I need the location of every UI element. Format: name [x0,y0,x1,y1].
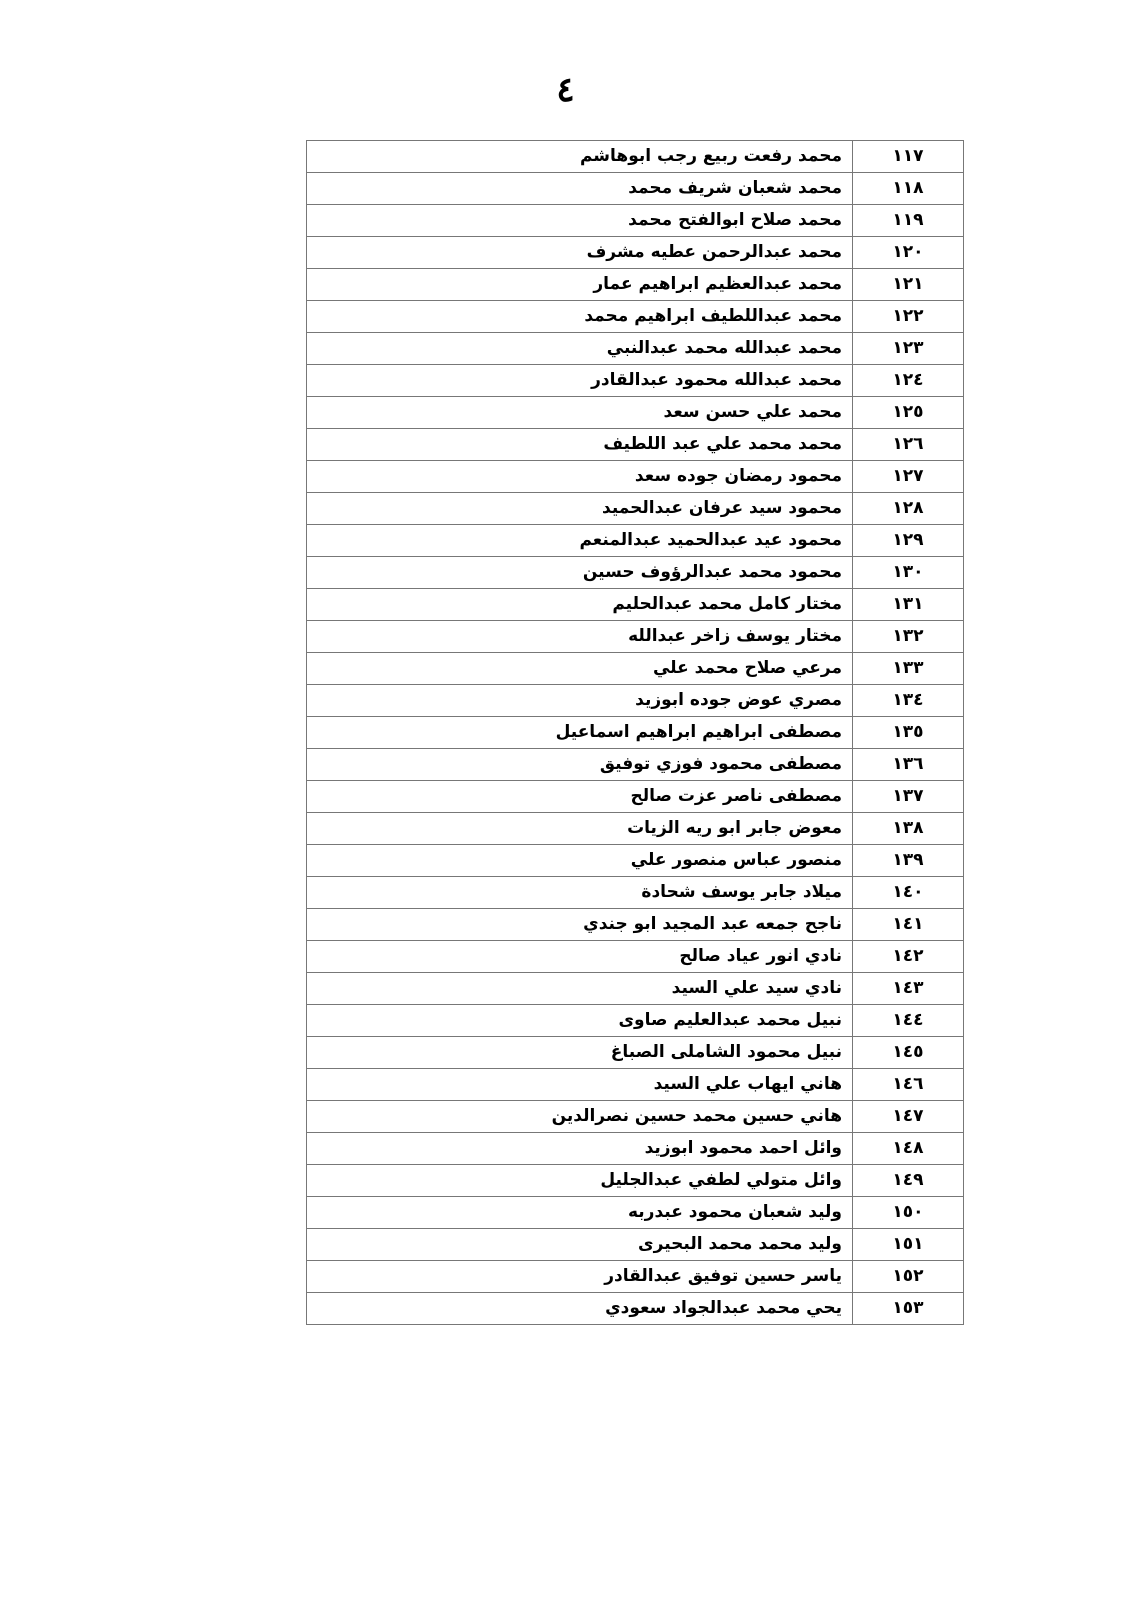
names-table [306,140,964,1325]
table-row [307,717,964,749]
person-name: محمد عبدالله محمود عبدالقادر [307,365,853,397]
table-row [307,1261,964,1293]
table-row [307,589,964,621]
table-row [307,685,964,717]
table-row [307,1165,964,1197]
person-name: مرعي صلاح محمد علي [307,653,853,685]
table-row [307,173,964,205]
row-number: ١٤٥ [853,1037,964,1069]
person-name: محمد شعبان شريف محمد [307,173,853,205]
person-name: محمد عبداللطيف ابراهيم محمد [307,301,853,333]
person-name: هاني حسين محمد حسين نصرالدين [307,1101,853,1133]
table-row [307,301,964,333]
person-name: محمد عبدالعظيم ابراهيم عمار [307,269,853,301]
person-name: محمود رمضان جوده سعد [307,461,853,493]
row-number: ١٤٧ [853,1101,964,1133]
table-row [307,621,964,653]
person-name: مختار كامل محمد عبدالحليم [307,589,853,621]
person-name: وليد محمد محمد البحيرى [307,1229,853,1261]
table-row [307,781,964,813]
table-row [307,1229,964,1261]
row-number: ١٢٩ [853,525,964,557]
row-number: ١٣٩ [853,845,964,877]
row-number: ١٣٨ [853,813,964,845]
row-number: ١٤٨ [853,1133,964,1165]
table-row [307,1037,964,1069]
row-number: ١٢٧ [853,461,964,493]
table-row [307,909,964,941]
row-number: ١٥٢ [853,1261,964,1293]
person-name: وليد شعبان محمود عبدربه [307,1197,853,1229]
person-name: وائل احمد محمود ابوزيد [307,1133,853,1165]
person-name: منصور عباس منصور علي [307,845,853,877]
person-name: نادي انور عياد صالح [307,941,853,973]
table-row [307,141,964,173]
table-row [307,1101,964,1133]
person-name: محمد عبدالرحمن عطيه مشرف [307,237,853,269]
row-number: ١٣٢ [853,621,964,653]
person-name: محمد صلاح ابوالفتح محمد [307,205,853,237]
person-name: محمود سيد عرفان عبدالحميد [307,493,853,525]
row-number: ١٢٨ [853,493,964,525]
table-row [307,397,964,429]
row-number: ١٢٤ [853,365,964,397]
table-row [307,365,964,397]
table-row [307,461,964,493]
person-name: محمد محمد علي عبد اللطيف [307,429,853,461]
row-number: ١٢٠ [853,237,964,269]
row-number: ١٣٥ [853,717,964,749]
row-number: ١٣٠ [853,557,964,589]
names-table-body [307,141,964,1325]
person-name: وائل متولي لطفي عبدالجليل [307,1165,853,1197]
table-row [307,973,964,1005]
table-row [307,1133,964,1165]
row-number: ١٢٦ [853,429,964,461]
table-row [307,1197,964,1229]
table-row [307,845,964,877]
table-row [307,525,964,557]
table-row [307,429,964,461]
person-name: نادي سيد علي السيد [307,973,853,1005]
row-number: ١٤٣ [853,973,964,1005]
row-number: ١٢٢ [853,301,964,333]
person-name: ميلاد جابر يوسف شحادة [307,877,853,909]
row-number: ١٣٤ [853,685,964,717]
person-name: محمد عبدالله محمد عبدالنبي [307,333,853,365]
table-row [307,493,964,525]
row-number: ١٣٧ [853,781,964,813]
row-number: ١٢٥ [853,397,964,429]
person-name: محمد رفعت ربيع رجب ابوهاشم [307,141,853,173]
row-number: ١١٨ [853,173,964,205]
person-name: مصطفى محمود فوزي توفيق [307,749,853,781]
person-name: مختار يوسف زاخر عبدالله [307,621,853,653]
row-number: ١٢١ [853,269,964,301]
table-row [307,941,964,973]
person-name: يحي محمد عبدالجواد سعودي [307,1293,853,1325]
person-name: محمد علي حسن سعد [307,397,853,429]
person-name: معوض جابر ابو ريه الزيات [307,813,853,845]
row-number: ١٤٩ [853,1165,964,1197]
row-number: ١١٧ [853,141,964,173]
table-row [307,1293,964,1325]
person-name: نبيل محمود الشاملى الصباغ [307,1037,853,1069]
row-number: ١١٩ [853,205,964,237]
person-name: مصطفى ناصر عزت صالح [307,781,853,813]
row-number: ١٥٠ [853,1197,964,1229]
row-number: ١٤٠ [853,877,964,909]
row-number: ١٣٦ [853,749,964,781]
table-row [307,205,964,237]
row-number: ١٣٣ [853,653,964,685]
table-row [307,877,964,909]
table-row [307,269,964,301]
person-name: مصطفى ابراهيم ابراهيم اسماعيل [307,717,853,749]
person-name: هاني ايهاب علي السيد [307,1069,853,1101]
table-row [307,237,964,269]
table-row [307,749,964,781]
row-number: ١٥٣ [853,1293,964,1325]
person-name: محمود عيد عبدالحميد عبدالمنعم [307,525,853,557]
table-row [307,333,964,365]
person-name: محمود محمد عبدالرؤوف حسين [307,557,853,589]
table-row [307,1069,964,1101]
row-number: ١٢٣ [853,333,964,365]
row-number: ١٤٦ [853,1069,964,1101]
row-number: ١٤١ [853,909,964,941]
table-row [307,1005,964,1037]
row-number: ١٤٤ [853,1005,964,1037]
person-name: ياسر حسين توفيق عبدالقادر [307,1261,853,1293]
table-row [307,813,964,845]
person-name: نبيل محمد عبدالعليم صاوى [307,1005,853,1037]
person-name: مصري عوض جوده ابوزيد [307,685,853,717]
row-number: ١٣١ [853,589,964,621]
row-number: ١٥١ [853,1229,964,1261]
person-name: ناجح جمعه عبد المجيد ابو جندي [307,909,853,941]
table-row [307,557,964,589]
page-number: ٤ [556,70,575,110]
row-number: ١٤٢ [853,941,964,973]
table-row [307,653,964,685]
